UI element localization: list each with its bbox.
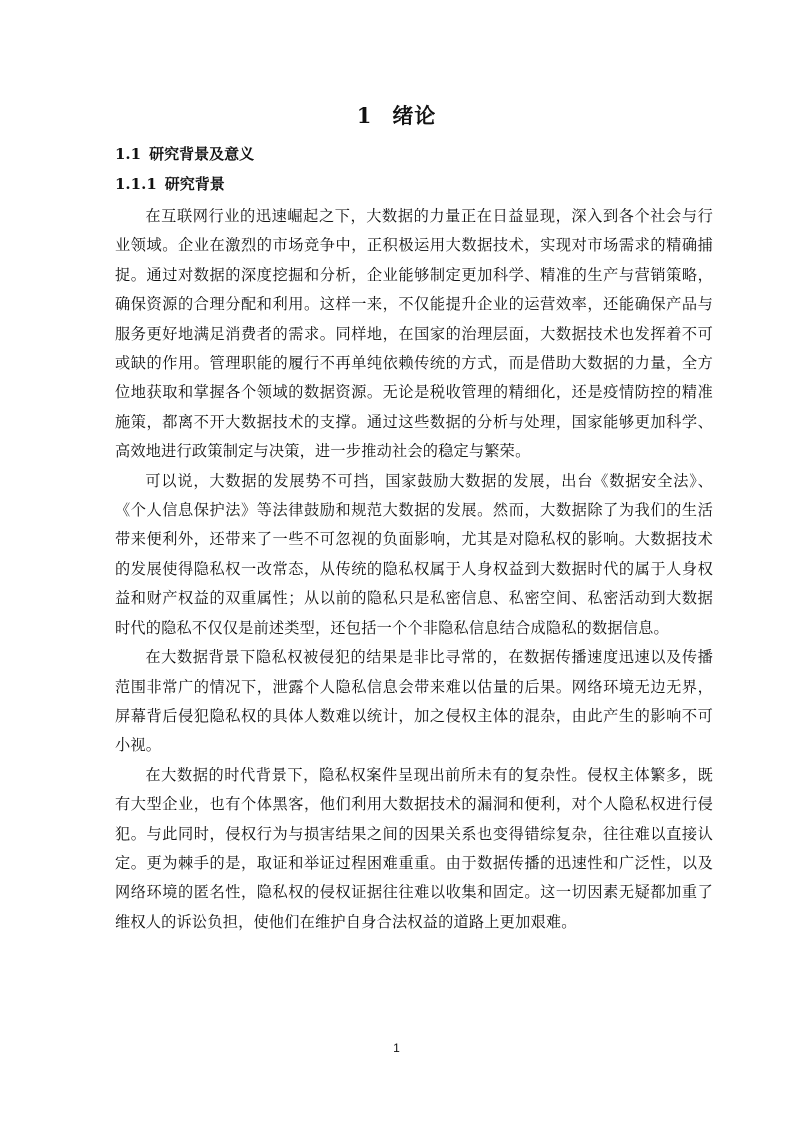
paragraph: 可以说，大数据的发展势不可挡，国家鼓励大数据的发展，出台《数据安全法》、《个人信息保护法》等法律鼓励和规范大数据的发展。然而，大数据除了为我们的生活带来便利外，还带来了一些不可忽视的负面影响，尤其是对隐私权的影响。大数据技术的发展使得隐私权一改常态，从传统的隐私权属于人身权益到大数据时代的属于人身权益和财产权益的双重属性；从以前的隐私只是私密信息、私密空间、私密活动到大数据时代的隐私不仅仅是前述类型，还包括一个个非隐私信息结合成隐私的数据信息。: [115, 471, 713, 637]
paragraph: 在大数据的时代背景下，隐私权案件呈现出前所未有的复杂性。侵权主体繁多，既有大型企业，也有个体黑客，他们利用大数据技术的漏洞和便利，对个人隐私权进行侵犯。与此同时，侵权行为与损害结果之间的因果关系也变得错综复杂，往往难以直接认定。更为棘手的是，取证和举证过程困难重重。由于数据传播的迅速性和广泛性，以及网络环境的匿名性，隐私权的侵权证据往往难以收集和固定。这一切因素无疑都加重了维权人的诉讼负担，使他们在维护自身合法权益的道路上更加艰难。: [115, 765, 713, 931]
section-number: 1.1: [115, 145, 142, 163]
subsection-title: 研究背景: [164, 175, 225, 193]
chapter-title: [0, 100, 793, 132]
paragraph: 在互联网行业的迅速崛起之下，大数据的力量正在日益显现，深入到各个社会与行业领域。企业在激烈的市场竞争中，正积极运用大数据技术，实现对市场需求的精确捕捉。通过对数据的深度挖掘和分析，企业能够制定更加科学、精准的生产与营销策略，确保资源的合理分配和利用。这样一来，不仅能提升企业的运营效率，还能确保产品与服务更好地满足消费者的需求。同样地，在国家的治理层面，大数据技术也发挥着不可或缺的作用。管理职能的履行不再单纯依赖传统的方式，而是借助大数据的力量，全方位地获取和掌握各个领域的数据资源。无论是税收管理的精细化，还是疫情防控的精准施策，都离不开大数据技术的支撑。通过这些数据的分析与处理，国家能够更加科学、高效地进行政策制定与决策，进一步推动社会的稳定与繁荣。: [115, 207, 713, 461]
paragraph: 在大数据背景下隐私权被侵犯的结果是非比寻常的，在数据传播速度迅速以及传播范围非常广的情况下，泄露个人隐私信息会带来难以估量的后果。网络环境无边无界，屏幕背后侵犯隐私权的具体人数难以统计，加之侵权主体的混杂，由此产生的影响不可小视。: [115, 648, 713, 755]
body-text: [115, 202, 713, 937]
subsection-number: 1.1.1: [115, 175, 157, 193]
page-number: 1: [393, 1041, 400, 1055]
chapter-title-text: 绪论: [392, 103, 437, 128]
section-title: 研究背景及意义: [149, 145, 255, 163]
subsection-heading-1-1-1: [115, 173, 225, 195]
chapter-number: 1: [356, 103, 373, 128]
section-heading-1-1: [115, 143, 254, 165]
